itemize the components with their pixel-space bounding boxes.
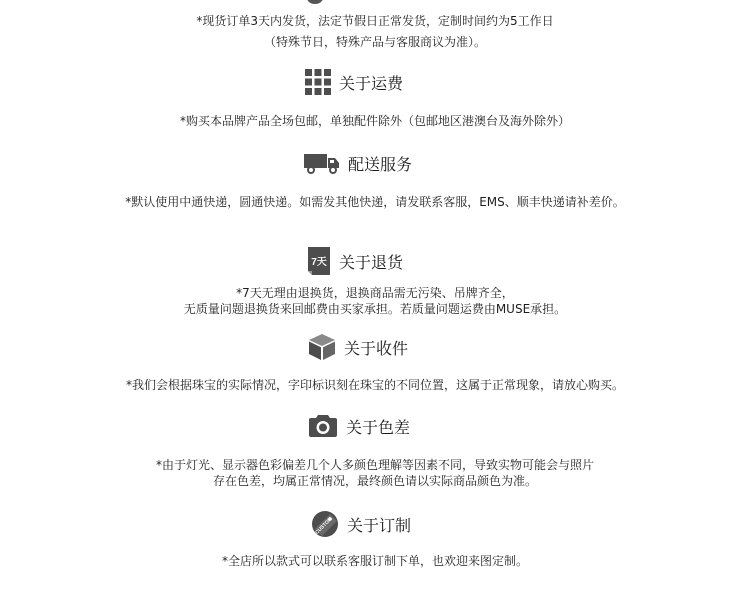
section-title: 关于订制 [347, 515, 412, 535]
delivery-truck-icon [304, 152, 340, 174]
decorative-dot [307, 0, 323, 4]
section-text-customization: *全店所以款式可以联系客服订制下单，也欢迎来图定制。 [221, 554, 528, 568]
section-text-color-difference-2: 存在色差，均属正常情况，最终颜色请以实际商品颜色为准。 [212, 474, 537, 488]
section-title: 关于收件 [344, 338, 409, 358]
section-heading-delivery [304, 151, 412, 175]
camera-icon [308, 414, 338, 438]
section-text-returns-1: *7天无理由退换货，退换商品需无污染、吊牌齐全， [236, 286, 514, 300]
section-title: 配送服务 [348, 154, 413, 174]
section-title: 关于退货 [339, 252, 404, 272]
section-heading-receiving [308, 333, 408, 361]
intro-line-2: （特殊节日，特殊产品与客服商议为准）。 [263, 35, 486, 49]
custom-tag-icon [311, 510, 339, 538]
seven-day-label: 7天 [311, 257, 327, 268]
custom-tag-label: CUSTOM [314, 516, 334, 536]
section-text-shipping-fee: *购买本品牌产品全场包邮，单独配件除外（包邮地区港澳台及海外除外） [179, 114, 570, 128]
section-heading-customization [311, 510, 411, 538]
section-text-color-difference-1: *由于灯光、显示器色彩偏差几个人多颜色理解等因素不同，导致实物可能会与照片 [155, 458, 594, 472]
section-heading-shipping-fee [305, 69, 403, 95]
section-title: 关于运费 [339, 73, 404, 93]
package-box-icon [308, 333, 336, 361]
section-heading-color-difference [308, 413, 410, 439]
section-text-delivery: *默认使用中通快递，圆通快递。如需发其他快递，请发联系客服，EMS、顺丰快递请补差价。 [125, 195, 625, 209]
section-title: 关于色差 [346, 417, 411, 437]
section-heading-returns [307, 246, 403, 276]
grid-icon [305, 69, 331, 95]
section-text-receiving: *我们会根据珠宝的实际情况，字印标识刻在珠宝的不同位置，这属于正常现象，请放心购买。 [125, 378, 624, 392]
intro-line-1: *现货订单3天内发货，法定节假日正常发货，定制时间约为5工作日 [196, 14, 554, 28]
seven-day-return-icon [307, 246, 331, 276]
section-text-returns-2: 无质量问题退换货来回邮费由买家承担。若质量问题运费由MUSE承担。 [183, 302, 567, 316]
